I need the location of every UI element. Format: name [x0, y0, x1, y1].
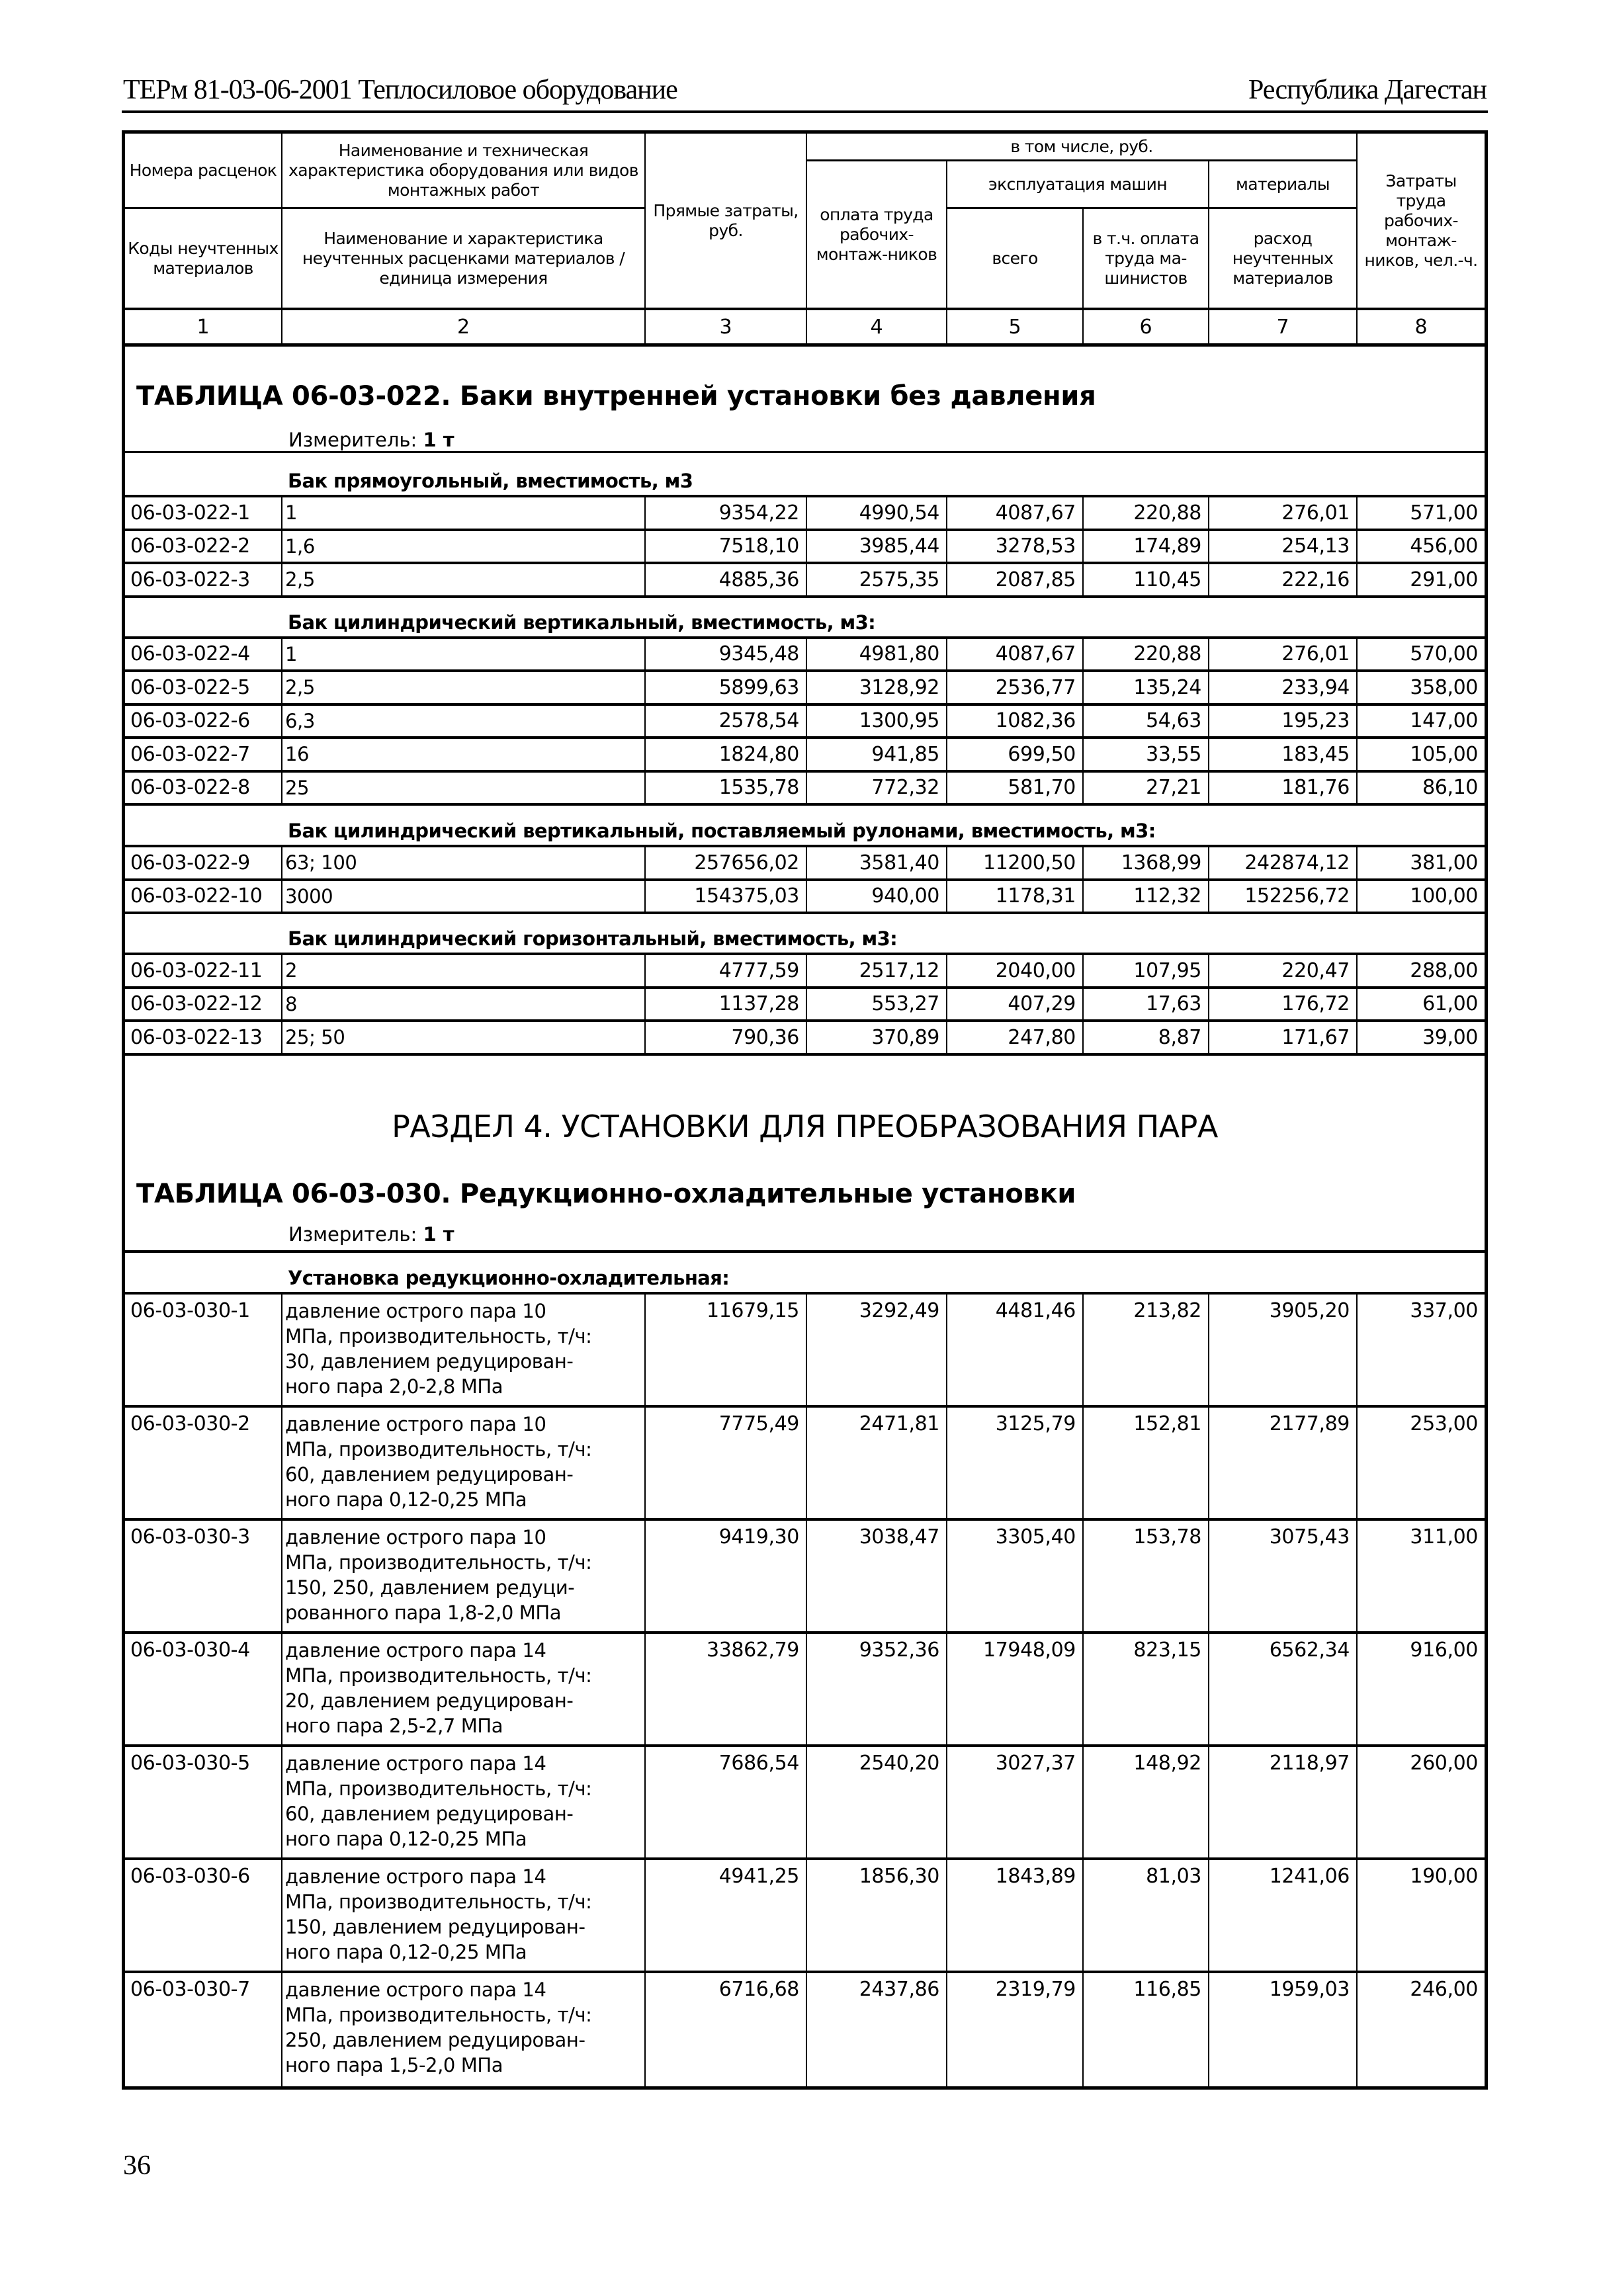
machinist-pay: 107,95 — [1084, 955, 1209, 986]
group-subheading: Установка редукционно-охладительная: — [125, 1253, 1485, 1295]
column-number: 8 — [1414, 315, 1428, 339]
table-row — [125, 1295, 1485, 1408]
rate-description — [282, 564, 646, 595]
labor-hours: 916,00 — [1410, 1638, 1478, 1662]
materials-cost: 276,01 — [1209, 639, 1358, 670]
table-row — [125, 706, 1485, 740]
machinist-pay: 152,81 — [1084, 1408, 1209, 1518]
labor-hours: 311,00 — [1410, 1525, 1478, 1549]
materials-cost: 242874,12 — [1209, 847, 1358, 878]
materials-cost: 176,72 — [1209, 989, 1358, 1020]
worker-pay: 1856,30 — [807, 1860, 947, 1971]
table-row — [125, 639, 1485, 673]
header-machine-operation: эксплуатация машин — [947, 161, 1209, 209]
labor-hours: 105,00 — [1410, 742, 1478, 766]
direct-costs: 4885,36 — [646, 564, 807, 595]
rate-code: 06-03-022-9 — [125, 847, 282, 878]
machinist-pay: 33,55 — [1084, 739, 1209, 770]
worker-pay: 4981,80 — [807, 639, 947, 670]
table1-body — [125, 453, 1485, 1056]
machinist-pay: 116,85 — [1084, 1973, 1209, 2086]
direct-costs: 9419,30 — [646, 1521, 807, 1631]
machinist-pay: 112,32 — [1084, 881, 1209, 912]
table-row — [125, 1521, 1485, 1634]
machines-total: 699,50 — [947, 739, 1084, 770]
measure-label: Измеритель: — [288, 1222, 417, 1246]
direct-costs: 11679,15 — [646, 1295, 807, 1405]
column-number: 6 — [1084, 310, 1209, 343]
group-subheading: Бак прямоугольный, вместимость, м3 — [125, 453, 1485, 497]
rate-description — [282, 1521, 646, 1631]
rate-code: 06-03-030-6 — [125, 1860, 282, 1971]
table-row — [125, 989, 1485, 1023]
description-line: 1,6 — [285, 534, 315, 558]
machines-total: 3305,40 — [947, 1521, 1084, 1631]
materials-cost: 6562,34 — [1209, 1634, 1358, 1744]
machinist-pay: 110,45 — [1084, 564, 1209, 595]
description-line: МПа, производительность, т/ч: — [285, 1890, 592, 1913]
rate-description — [282, 672, 646, 703]
column-number: 1 — [125, 310, 282, 343]
rate-code: 06-03-030-5 — [125, 1747, 282, 1857]
labor-hours: 246,00 — [1410, 1977, 1478, 2001]
labor-hours: 100,00 — [1410, 884, 1478, 908]
machines-total: 3278,53 — [947, 531, 1084, 562]
table-row — [125, 531, 1485, 565]
description-line: 1 — [285, 501, 298, 525]
direct-costs: 4941,25 — [646, 1860, 807, 1971]
section-heading: РАЗДЕЛ 4. УСТАНОВКИ ДЛЯ ПРЕОБРАЗОВАНИЯ ПАРА — [392, 1108, 1218, 1144]
rate-code: 06-03-030-2 — [125, 1408, 282, 1518]
direct-costs: 790,36 — [646, 1022, 807, 1053]
description-line: 63; 100 — [285, 851, 357, 874]
header-material-name: Наименование и характеристика неучтенных расценками материалов / единица измерения — [282, 209, 646, 308]
machines-total: 4481,46 — [947, 1295, 1084, 1405]
rate-code: 06-03-022-6 — [125, 706, 282, 737]
labor-hours: 253,00 — [1410, 1412, 1478, 1435]
rate-description — [282, 497, 646, 529]
header-rate-numbers: Номера расценок — [125, 134, 282, 209]
machines-total: 17948,09 — [947, 1634, 1084, 1744]
direct-costs: 6716,68 — [646, 1973, 807, 2086]
description-line: давление острого пара 10 — [285, 1525, 546, 1549]
labor-hours: 61,00 — [1422, 992, 1478, 1016]
machinist-pay: 135,24 — [1084, 672, 1209, 703]
direct-costs: 7686,54 — [646, 1747, 807, 1857]
description-line: 3000 — [285, 884, 333, 908]
measure-value: 1 т — [423, 429, 454, 451]
description-line: ного пара 0,12-0,25 МПа — [285, 1488, 527, 1511]
description-line: ного пара 2,0-2,8 МПа — [285, 1375, 503, 1398]
machinist-pay: 8,87 — [1084, 1022, 1209, 1053]
materials-cost: 222,16 — [1209, 564, 1358, 595]
machines-total: 2040,00 — [947, 955, 1084, 986]
worker-pay: 3985,44 — [807, 531, 947, 562]
rate-code: 06-03-022-11 — [125, 955, 282, 986]
materials-cost: 2118,97 — [1209, 1747, 1358, 1857]
group-subheading: Бак цилиндрический горизонтальный, вместимость, м3: — [125, 914, 1485, 955]
table2-measure — [288, 1223, 454, 1246]
rate-code: 06-03-030-3 — [125, 1521, 282, 1631]
description-line: 20, давлением редуцирован- — [285, 1689, 574, 1712]
description-line: МПа, производительность, т/ч: — [285, 1664, 592, 1687]
rate-code: 06-03-030-7 — [125, 1973, 282, 2086]
rate-description — [282, 847, 646, 878]
machinist-pay: 148,92 — [1084, 1747, 1209, 1857]
worker-pay: 2575,35 — [807, 564, 947, 595]
description-line: 25; 50 — [285, 1026, 345, 1049]
materials-cost: 195,23 — [1209, 706, 1358, 737]
header-materials: материалы — [1209, 161, 1358, 209]
group-subheading: Бак цилиндрический вертикальный, поставляемый рулонами, вместимость, м3: — [125, 806, 1485, 847]
machines-total: 4087,67 — [947, 497, 1084, 529]
labor-hours: 358,00 — [1410, 675, 1478, 699]
document-header-title: ТЕРм 81-03-06-2001 Теплосиловое оборудование — [123, 75, 677, 105]
materials-cost: 276,01 — [1209, 497, 1358, 529]
description-line: МПа, производительность, т/ч: — [285, 1777, 592, 1800]
header-worker-pay: оплата труда рабочих-монтаж-ников — [807, 161, 947, 308]
direct-costs: 154375,03 — [646, 881, 807, 912]
machinist-pay: 81,03 — [1084, 1860, 1209, 1971]
materials-cost: 254,13 — [1209, 531, 1358, 562]
worker-pay: 553,27 — [807, 989, 947, 1020]
rate-code: 06-03-022-13 — [125, 1022, 282, 1053]
description-line: МПа, производительность, т/ч: — [285, 1437, 592, 1461]
rate-code: 06-03-030-4 — [125, 1634, 282, 1744]
rate-code: 06-03-022-3 — [125, 564, 282, 595]
machines-total: 2319,79 — [947, 1973, 1084, 2086]
description-line: 150, давлением редуцирован- — [285, 1915, 585, 1938]
rate-description — [282, 1634, 646, 1744]
description-line: 150, 250, давлением редуци- — [285, 1576, 575, 1599]
machinist-pay: 27,21 — [1084, 773, 1209, 804]
machines-total: 1843,89 — [947, 1860, 1084, 1971]
materials-cost: 3075,43 — [1209, 1521, 1358, 1631]
description-line: давление острого пара 14 — [285, 1865, 546, 1888]
labor-hours: 571,00 — [1410, 501, 1478, 525]
rate-description — [282, 1408, 646, 1518]
rate-description — [282, 1860, 646, 1971]
description-line: ного пара 1,5-2,0 МПа — [285, 2053, 503, 2076]
description-line: 60, давлением редуцирован- — [285, 1802, 574, 1825]
page-number: 36 — [123, 2150, 151, 2181]
materials-cost: 152256,72 — [1209, 881, 1358, 912]
table-row — [125, 564, 1485, 598]
rate-description — [282, 1295, 646, 1405]
table-row — [125, 1747, 1485, 1860]
header-work-name: Наименование и техническая характеристика оборудования или видов монтажных работ — [282, 134, 646, 209]
column-number: 5 — [947, 310, 1084, 343]
rate-code: 06-03-022-12 — [125, 989, 282, 1020]
header-labor-hours: Затраты труда рабочих-монтаж-ников, чел.-ч. — [1364, 171, 1478, 270]
labor-hours: 291,00 — [1410, 568, 1478, 591]
direct-costs: 9354,22 — [646, 497, 807, 529]
machinist-pay: 153,78 — [1084, 1521, 1209, 1631]
table-row — [125, 955, 1485, 989]
measure-label: Измеритель: — [288, 429, 417, 451]
description-line: 8 — [285, 992, 298, 1015]
header-machinist-pay: в т.ч. оплата труда ма-шинистов — [1084, 209, 1209, 308]
rate-description — [282, 989, 646, 1020]
machines-total: 3125,79 — [947, 1408, 1084, 1518]
machinist-pay: 174,89 — [1084, 531, 1209, 562]
machinist-pay: 213,82 — [1084, 1295, 1209, 1405]
rate-code: 06-03-022-10 — [125, 881, 282, 912]
rate-description — [282, 881, 646, 912]
rate-code: 06-03-030-1 — [125, 1295, 282, 1405]
machinist-pay: 220,88 — [1084, 639, 1209, 670]
worker-pay: 940,00 — [807, 881, 947, 912]
rate-description — [282, 531, 646, 562]
table1-measure — [288, 429, 454, 451]
description-line: 30, давлением редуцирован- — [285, 1349, 574, 1373]
header-direct-costs: Прямые затраты, руб. — [646, 134, 807, 308]
header-machines-total: всего — [947, 209, 1084, 308]
labor-hours: 260,00 — [1410, 1751, 1478, 1775]
description-line: давление острого пара 14 — [285, 1752, 546, 1775]
description-line: давление острого пара 14 — [285, 1978, 546, 2001]
description-line: ного пара 2,5-2,7 МПа — [285, 1714, 503, 1737]
description-line: рованного пара 1,8-2,0 МПа — [285, 1601, 562, 1624]
labor-hours: 456,00 — [1410, 534, 1478, 558]
header-material-codes: Коды неучтенных материалов — [125, 209, 282, 308]
table-row — [125, 847, 1485, 881]
table-row — [125, 1022, 1485, 1056]
description-line: ного пара 0,12-0,25 МПа — [285, 1827, 527, 1850]
direct-costs: 1137,28 — [646, 989, 807, 1020]
machines-total: 407,29 — [947, 989, 1084, 1020]
labor-hours: 337,00 — [1410, 1298, 1478, 1322]
worker-pay: 4990,54 — [807, 497, 947, 529]
table-row — [125, 773, 1485, 806]
machines-total: 1082,36 — [947, 706, 1084, 737]
worker-pay: 3038,47 — [807, 1521, 947, 1631]
machinist-pay: 823,15 — [1084, 1634, 1209, 1744]
worker-pay: 2517,12 — [807, 955, 947, 986]
table-row — [125, 497, 1485, 531]
materials-cost: 1241,06 — [1209, 1860, 1358, 1971]
direct-costs: 1824,80 — [646, 739, 807, 770]
materials-cost: 171,67 — [1209, 1022, 1358, 1053]
labor-hours: 570,00 — [1410, 642, 1478, 666]
materials-cost: 1959,03 — [1209, 1973, 1358, 2086]
worker-pay: 370,89 — [807, 1022, 947, 1053]
labor-hours: 147,00 — [1410, 709, 1478, 733]
table-row — [125, 1408, 1485, 1521]
direct-costs: 33862,79 — [646, 1634, 807, 1744]
rate-description — [282, 706, 646, 737]
rate-description — [282, 773, 646, 804]
rate-description — [282, 639, 646, 670]
worker-pay: 9352,36 — [807, 1634, 947, 1744]
machinist-pay: 220,88 — [1084, 497, 1209, 529]
materials-cost: 3905,20 — [1209, 1295, 1358, 1405]
materials-cost: 2177,89 — [1209, 1408, 1358, 1518]
rate-code: 06-03-022-2 — [125, 531, 282, 562]
group-subheading: Бак цилиндрический вертикальный, вместимость, м3: — [125, 598, 1485, 639]
machinist-pay: 1368,99 — [1084, 847, 1209, 878]
worker-pay: 2471,81 — [807, 1408, 947, 1518]
direct-costs: 7775,49 — [646, 1408, 807, 1518]
table-row — [125, 739, 1485, 773]
description-line: 6,3 — [285, 709, 315, 732]
materials-cost: 233,94 — [1209, 672, 1358, 703]
measure-value: 1 т — [423, 1222, 454, 1246]
description-line: давление острого пара 10 — [285, 1299, 546, 1322]
table1-title-block — [125, 347, 1485, 453]
direct-costs: 4777,59 — [646, 955, 807, 986]
column-number: 2 — [282, 310, 646, 343]
machines-total: 247,80 — [947, 1022, 1084, 1053]
machinist-pay: 17,63 — [1084, 989, 1209, 1020]
description-line: 16 — [285, 743, 310, 766]
direct-costs: 9345,48 — [646, 639, 807, 670]
labor-hours: 381,00 — [1410, 851, 1478, 874]
direct-costs: 5899,63 — [646, 672, 807, 703]
description-line: 2,5 — [285, 676, 315, 699]
description-line: 1 — [285, 642, 298, 665]
table-row — [125, 1860, 1485, 1973]
rate-code: 06-03-022-5 — [125, 672, 282, 703]
machines-total: 1178,31 — [947, 881, 1084, 912]
labor-hours: 288,00 — [1410, 958, 1478, 982]
rate-description — [282, 739, 646, 770]
machines-total: 11200,50 — [947, 847, 1084, 878]
header-rule — [122, 110, 1488, 113]
description-line: давление острого пара 10 — [285, 1412, 546, 1435]
worker-pay: 941,85 — [807, 739, 947, 770]
table-header — [125, 134, 1485, 310]
worker-pay: 1300,95 — [807, 706, 947, 737]
worker-pay: 2540,20 — [807, 1747, 947, 1857]
description-line: МПа, производительность, т/ч: — [285, 2003, 592, 2026]
labor-hours: 86,10 — [1422, 776, 1478, 800]
machines-total: 2087,85 — [947, 564, 1084, 595]
rate-description — [282, 1022, 646, 1053]
machinist-pay: 54,63 — [1084, 706, 1209, 737]
description-line: 60, давлением редуцирован- — [285, 1463, 574, 1486]
rate-code: 06-03-022-1 — [125, 497, 282, 529]
column-number: 4 — [807, 310, 947, 343]
rate-code: 06-03-022-8 — [125, 773, 282, 804]
worker-pay: 3128,92 — [807, 672, 947, 703]
worker-pay: 3292,49 — [807, 1295, 947, 1405]
table-row — [125, 1634, 1485, 1747]
table-row — [125, 1973, 1485, 2086]
description-line: давление острого пара 14 — [285, 1638, 546, 1662]
rate-description — [282, 1747, 646, 1857]
worker-pay: 772,32 — [807, 773, 947, 804]
description-line: ного пара 0,12-0,25 МПа — [285, 1940, 527, 1963]
materials-cost: 220,47 — [1209, 955, 1358, 986]
worker-pay: 2437,86 — [807, 1973, 947, 2086]
machines-total: 2536,77 — [947, 672, 1084, 703]
rate-code: 06-03-022-4 — [125, 639, 282, 670]
description-line: 25 — [285, 776, 310, 799]
labor-hours: 190,00 — [1410, 1864, 1478, 1888]
description-line: 2,5 — [285, 568, 315, 591]
section-4-block — [125, 1056, 1485, 1253]
column-number: 7 — [1209, 310, 1358, 343]
description-line: 2 — [285, 959, 298, 982]
materials-cost: 181,76 — [1209, 773, 1358, 804]
description-line: МПа, производительность, т/ч: — [285, 1551, 592, 1574]
labor-hours: 39,00 — [1422, 1025, 1478, 1049]
rate-description — [282, 955, 646, 986]
direct-costs: 257656,02 — [646, 847, 807, 878]
document-header-region: Республика Дагестан — [1248, 75, 1487, 105]
header-including: в том числе, руб. — [807, 134, 1358, 161]
table2-title: ТАБЛИЦА 06-03-030. Редукционно-охладительные установки — [136, 1178, 1076, 1209]
direct-costs: 2578,54 — [646, 706, 807, 737]
column-numbers-row — [125, 310, 1485, 347]
rate-description — [282, 1973, 646, 2086]
direct-costs: 7518,10 — [646, 531, 807, 562]
direct-costs: 1535,78 — [646, 773, 807, 804]
machines-total: 4087,67 — [947, 639, 1084, 670]
header-unaccounted-materials: расход неучтенных материалов — [1209, 209, 1358, 308]
table-row — [125, 881, 1485, 915]
table-row — [125, 672, 1485, 706]
column-number: 3 — [646, 310, 807, 343]
rate-code: 06-03-022-7 — [125, 739, 282, 770]
description-line: МПа, производительность, т/ч: — [285, 1324, 592, 1347]
table2-body — [125, 1253, 1485, 2086]
table1-title: ТАБЛИЦА 06-03-022. Баки внутренней установки без давления — [136, 381, 1096, 411]
description-line: 250, давлением редуцирован- — [285, 2028, 585, 2051]
machines-total: 3027,37 — [947, 1747, 1084, 1857]
worker-pay: 3581,40 — [807, 847, 947, 878]
machines-total: 581,70 — [947, 773, 1084, 804]
materials-cost: 183,45 — [1209, 739, 1358, 770]
price-table — [122, 130, 1488, 2090]
